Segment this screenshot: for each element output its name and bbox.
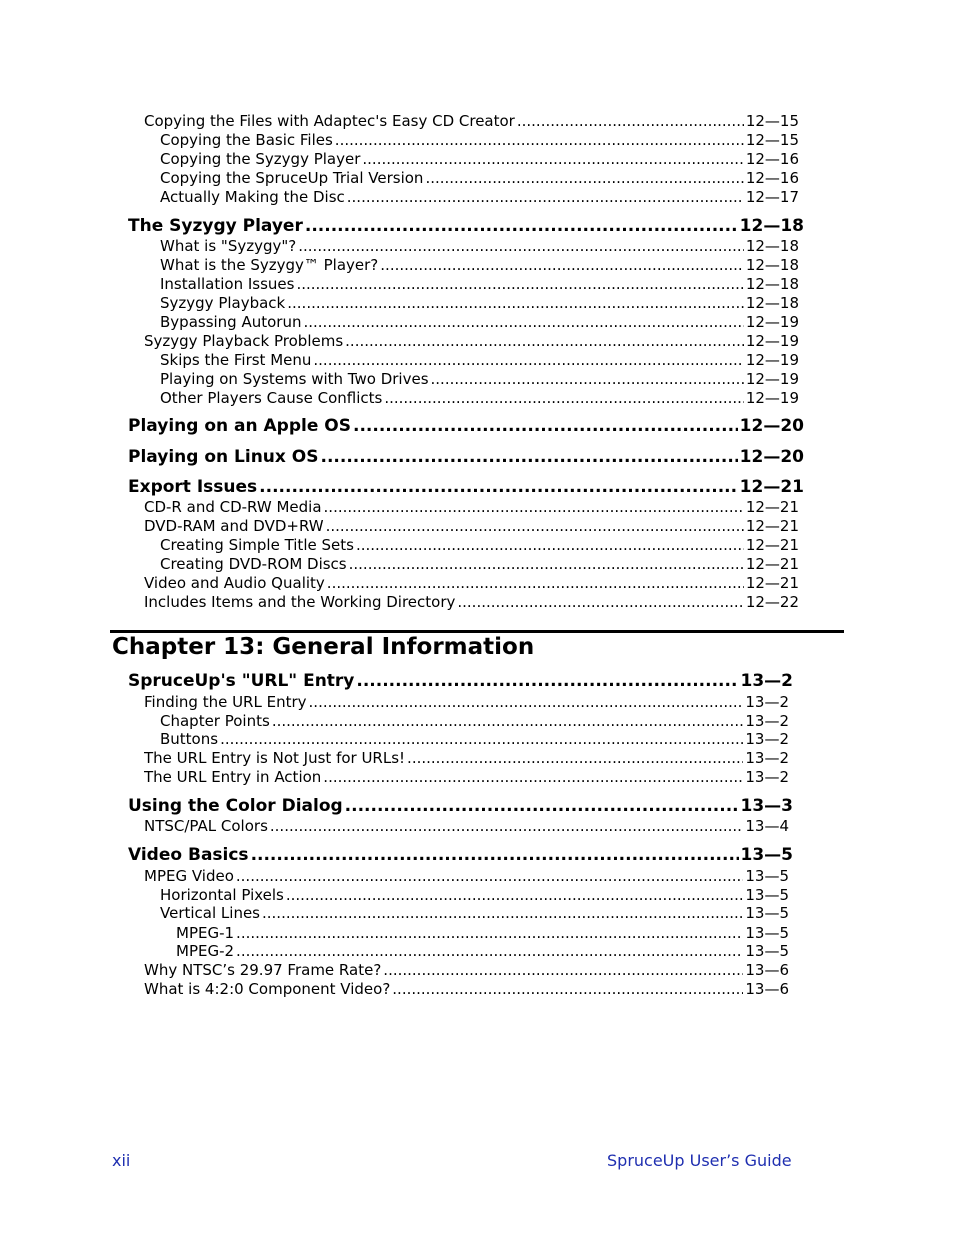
toc-entry[interactable]	[128, 416, 804, 436]
toc-entry-page: 12—21	[745, 517, 799, 535]
toc-entry[interactable]	[160, 886, 789, 904]
toc-entry-page: 12—21	[745, 498, 799, 516]
dot-leader	[431, 370, 744, 388]
toc-entry[interactable]	[144, 112, 799, 130]
dot-leader	[220, 730, 743, 748]
dot-leader	[259, 477, 738, 497]
toc-entry-title: Actually Making the Disc	[160, 188, 345, 206]
toc-entry-page: 12—19	[745, 313, 799, 331]
dot-leader	[349, 555, 744, 573]
toc-entry-page: 13—2	[740, 671, 793, 691]
toc-entry[interactable]	[128, 845, 793, 865]
toc-entry[interactable]	[144, 498, 799, 516]
toc-entry[interactable]	[176, 942, 789, 960]
toc-entry-page: 12—19	[745, 351, 799, 369]
dot-leader	[326, 517, 744, 535]
toc-entry-page: 12—15	[745, 131, 799, 149]
toc-entry-title: Creating DVD-ROM Discs	[160, 555, 347, 573]
dot-leader	[298, 237, 744, 255]
toc-entry[interactable]	[144, 749, 789, 767]
footer-page-number: xii	[112, 1151, 131, 1170]
dot-leader	[287, 294, 744, 312]
toc-entry-title: Includes Items and the Working Directory	[144, 593, 456, 611]
toc-entry-title: Playing on Systems with Two Drives	[160, 370, 429, 388]
toc-entry-title: Buttons	[160, 730, 219, 748]
toc-entry[interactable]	[144, 980, 789, 998]
dot-leader	[335, 131, 744, 149]
toc-entry-title: The URL Entry in Action	[144, 768, 322, 786]
toc-entry-page: 12—18	[739, 216, 804, 236]
dot-leader	[236, 942, 743, 960]
toc-entry[interactable]	[144, 593, 799, 611]
toc-entry[interactable]	[160, 313, 799, 331]
dot-leader	[323, 768, 743, 786]
toc-entry-title: What is the Syzygy™ Player?	[160, 256, 379, 274]
toc-entry-page: 12—17	[745, 188, 799, 206]
toc-entry-page: 12—21	[739, 477, 804, 497]
toc-entry[interactable]	[144, 332, 799, 350]
footer-book-title: SpruceUp User’s Guide	[607, 1151, 792, 1170]
toc-entry-title: MPEG Video	[144, 867, 234, 885]
toc-entry[interactable]	[160, 131, 799, 149]
toc-entry[interactable]	[128, 796, 793, 816]
toc-entry-title: Playing on an Apple OS	[128, 416, 351, 436]
toc-entry[interactable]	[160, 389, 799, 407]
dot-leader	[303, 313, 743, 331]
toc-entry-title: The URL Entry is Not Just for URLs!	[144, 749, 406, 767]
dot-leader	[362, 150, 743, 168]
toc-entry-title: Why NTSC’s 29.97 Frame Rate?	[144, 961, 382, 979]
toc-entry[interactable]	[160, 275, 799, 293]
dot-leader	[236, 924, 743, 942]
dot-leader	[383, 961, 743, 979]
toc-entry-page: 13—6	[745, 961, 789, 979]
toc-entry-title: Copying the Syzygy Player	[160, 150, 361, 168]
dot-leader	[347, 188, 744, 206]
toc-entry-page: 12—18	[745, 275, 799, 293]
dot-leader	[345, 332, 744, 350]
toc-entry-page: 12—18	[745, 294, 799, 312]
toc-entry-page: 12—21	[745, 574, 799, 592]
toc-entry-title: Export Issues	[128, 477, 258, 497]
toc-entry-page: 13—5	[745, 942, 789, 960]
dot-leader	[356, 536, 744, 554]
toc-entry[interactable]	[160, 150, 799, 168]
toc-entry-title: What is "Syzygy"?	[160, 237, 297, 255]
toc-entry-title: Syzygy Playback Problems	[144, 332, 344, 350]
dot-leader	[262, 904, 743, 922]
toc-entry[interactable]	[144, 961, 789, 979]
toc-entry-title: What is 4:2:0 Component Video?	[144, 980, 391, 998]
dot-leader	[407, 749, 743, 767]
toc-entry-page: 12—16	[745, 169, 799, 187]
toc-entry-title: MPEG-1	[176, 924, 235, 942]
toc-entry-title: Syzygy Playback	[160, 294, 286, 312]
dot-leader	[380, 256, 744, 274]
toc-entry-title: Finding the URL Entry	[144, 693, 307, 711]
toc-entry-title: Video Basics	[128, 845, 249, 865]
toc-entry-page: 13—2	[745, 730, 789, 748]
toc-entry-title: SpruceUp's "URL" Entry	[128, 671, 355, 691]
toc-entry-page: 12—16	[745, 150, 799, 168]
toc-entry-page: 12—19	[745, 370, 799, 388]
toc-entry-title: Copying the Files with Adaptec's Easy CD Creator	[144, 112, 515, 130]
dot-leader	[517, 112, 744, 130]
toc-entry[interactable]	[160, 351, 799, 369]
dot-leader	[251, 845, 739, 865]
toc-entry-title: MPEG-2	[176, 942, 235, 960]
toc-entry-title: CD-R and CD-RW Media	[144, 498, 322, 516]
toc-entry[interactable]	[128, 216, 804, 236]
toc-entry-page: 13—6	[745, 980, 789, 998]
toc-entry[interactable]	[160, 370, 799, 388]
toc-entry[interactable]	[160, 294, 799, 312]
dot-leader	[392, 980, 743, 998]
toc-entry[interactable]	[144, 574, 799, 592]
toc-entry[interactable]	[144, 867, 789, 885]
dot-leader	[356, 671, 738, 691]
dot-leader	[272, 712, 744, 730]
dot-leader	[324, 498, 744, 516]
dot-leader	[236, 867, 743, 885]
toc-entry-title: Bypassing Autorun	[160, 313, 302, 331]
dot-leader	[345, 796, 739, 816]
toc-entry[interactable]	[128, 477, 804, 497]
toc-entry-page: 13—2	[745, 768, 789, 786]
toc-entry[interactable]	[144, 817, 789, 835]
chapter-heading: Chapter 13: General Information	[112, 634, 535, 660]
toc-entry[interactable]	[128, 671, 793, 691]
toc-entry-title: Video and Audio Quality	[144, 574, 325, 592]
toc-entry-title: NTSC/PAL Colors	[144, 817, 268, 835]
toc-entry-page: 12—18	[745, 237, 799, 255]
dot-leader	[353, 416, 738, 436]
toc-entry[interactable]	[144, 768, 789, 786]
dot-leader	[384, 389, 743, 407]
toc-entry-page: 12—21	[745, 536, 799, 554]
dot-leader	[286, 886, 743, 904]
toc-entry[interactable]	[160, 555, 799, 573]
toc-entry-title: The Syzygy Player	[128, 216, 303, 236]
dot-leader	[320, 447, 737, 467]
toc-entry-title: Skips the First Menu	[160, 351, 312, 369]
toc-entry-page: 12—20	[739, 416, 804, 436]
toc-entry-page: 12—22	[745, 593, 799, 611]
toc-entry-title: Chapter Points	[160, 712, 270, 730]
toc-entry[interactable]	[160, 169, 799, 187]
toc-entry-title: Vertical Lines	[160, 904, 260, 922]
toc-entry-page: 13—5	[745, 924, 789, 942]
toc-entry-page: 13—4	[745, 817, 789, 835]
toc-entry-title: Using the Color Dialog	[128, 796, 343, 816]
toc-entry-title: DVD-RAM and DVD+RW	[144, 517, 324, 535]
toc-entry-page: 13—3	[740, 796, 793, 816]
toc-entry[interactable]	[144, 693, 789, 711]
toc-entry-page: 12—20	[739, 447, 804, 467]
toc-entry-title: Other Players Cause Conflicts	[160, 389, 383, 407]
toc-entry-title: Creating Simple Title Sets	[160, 536, 354, 554]
dot-leader	[309, 693, 744, 711]
toc-entry-title: Horizontal Pixels	[160, 886, 284, 904]
toc-entry-title: Playing on Linux OS	[128, 447, 319, 467]
toc-entry-page: 12—19	[745, 389, 799, 407]
toc-entry[interactable]	[176, 924, 789, 942]
toc-entry-title: Installation Issues	[160, 275, 295, 293]
dot-leader	[327, 574, 744, 592]
dot-leader	[313, 351, 743, 369]
toc-entry-page: 13—5	[745, 904, 789, 922]
toc-entry-page: 13—2	[745, 693, 789, 711]
toc-entry-page: 13—5	[745, 867, 789, 885]
toc-entry-page: 13—5	[740, 845, 793, 865]
toc-entry[interactable]	[160, 237, 799, 255]
toc-entry[interactable]	[160, 536, 799, 554]
toc-entry[interactable]	[144, 517, 799, 535]
toc-entry-page: 12—18	[745, 256, 799, 274]
toc-entry[interactable]	[160, 256, 799, 274]
dot-leader	[457, 593, 743, 611]
dot-leader	[305, 216, 738, 236]
toc-entry-title: Copying the Basic Files	[160, 131, 333, 149]
toc-entry-page: 12—15	[745, 112, 799, 130]
toc-entry[interactable]	[160, 188, 799, 206]
chapter-divider	[110, 630, 844, 633]
toc-entry-page: 12—19	[745, 332, 799, 350]
toc-entry-page: 13—2	[745, 749, 789, 767]
dot-leader	[270, 817, 743, 835]
toc-entry-page: 12—21	[745, 555, 799, 573]
toc-entry[interactable]	[160, 712, 789, 730]
toc-entry-page: 13—5	[745, 886, 789, 904]
dot-leader	[425, 169, 743, 187]
dot-leader	[296, 275, 743, 293]
toc-entry[interactable]	[160, 730, 789, 748]
toc-entry-page: 13—2	[745, 712, 789, 730]
toc-entry[interactable]	[160, 904, 789, 922]
toc-entry[interactable]	[128, 447, 804, 467]
toc-entry-title: Copying the SpruceUp Trial Version	[160, 169, 424, 187]
